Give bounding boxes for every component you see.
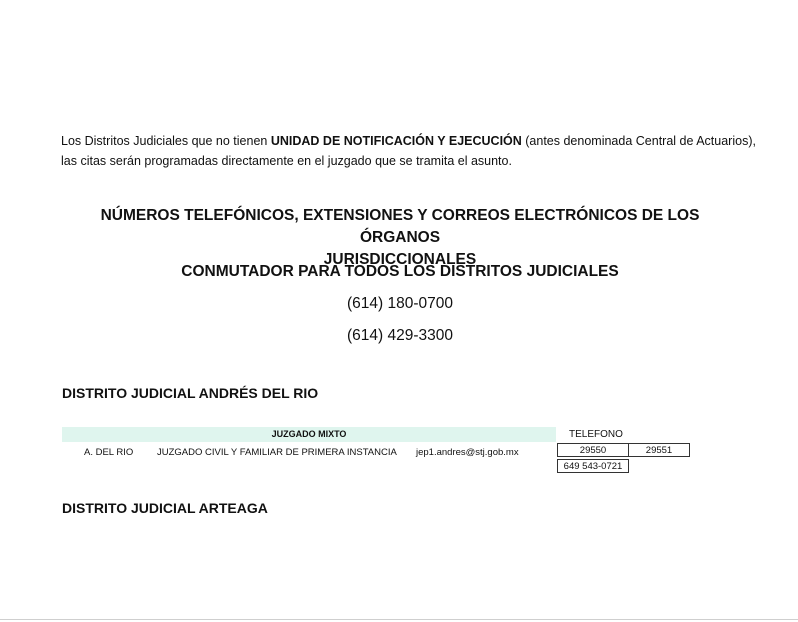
conmutador-heading: CONMUTADOR PARA TODOS LOS DISTRITOS JUDICIALES	[181, 263, 619, 280]
row-phone: 649 543-0721	[557, 459, 629, 473]
section-header-juzgado-mixto: JUZGADO MIXTO	[62, 427, 556, 442]
row-extension-1: 29550	[557, 443, 629, 457]
phone-number-2: (614) 429-3300	[347, 327, 453, 344]
intro-line-1	[61, 131, 761, 151]
district-title-arteaga: DISTRITO JUDICIAL ARTEAGA	[62, 500, 268, 516]
row-extension-2: 29551	[628, 443, 690, 457]
intro-paragraph	[61, 131, 761, 171]
intro-text-end: (antes denominada Central de Actuarios),	[521, 134, 756, 148]
row-email[interactable]: jep1.andres@stj.gob.mx	[416, 447, 519, 458]
intro-bold-text: UNIDAD DE NOTIFICACIÓN Y EJECUCIÓN	[270, 134, 522, 148]
row-location: A. DEL RIO	[84, 447, 134, 458]
telefono-header: TELEFONO	[569, 429, 623, 440]
main-heading-line-1: NÚMEROS TELEFÓNICOS, EXTENSIONES Y CORREOS ELECTRÓNICOS DE LOS ÓRGANOS	[100, 207, 700, 246]
intro-text-start: Los Distritos Judiciales que no tienen	[61, 134, 271, 148]
district-title-andres-del-rio: DISTRITO JUDICIAL ANDRÉS DEL RIO	[62, 385, 319, 401]
main-heading-line-2: JURISDICCIONALES	[323, 251, 477, 268]
phone-number-1: (614) 180-0700	[347, 295, 453, 312]
page-edge-divider	[0, 619, 798, 620]
row-court-name: JUZGADO CIVIL Y FAMILIAR DE PRIMERA INSTANCIA	[157, 447, 397, 458]
intro-line-2: las citas serán programadas directamente en el juzgado que se tramita el asunto.	[61, 154, 512, 168]
